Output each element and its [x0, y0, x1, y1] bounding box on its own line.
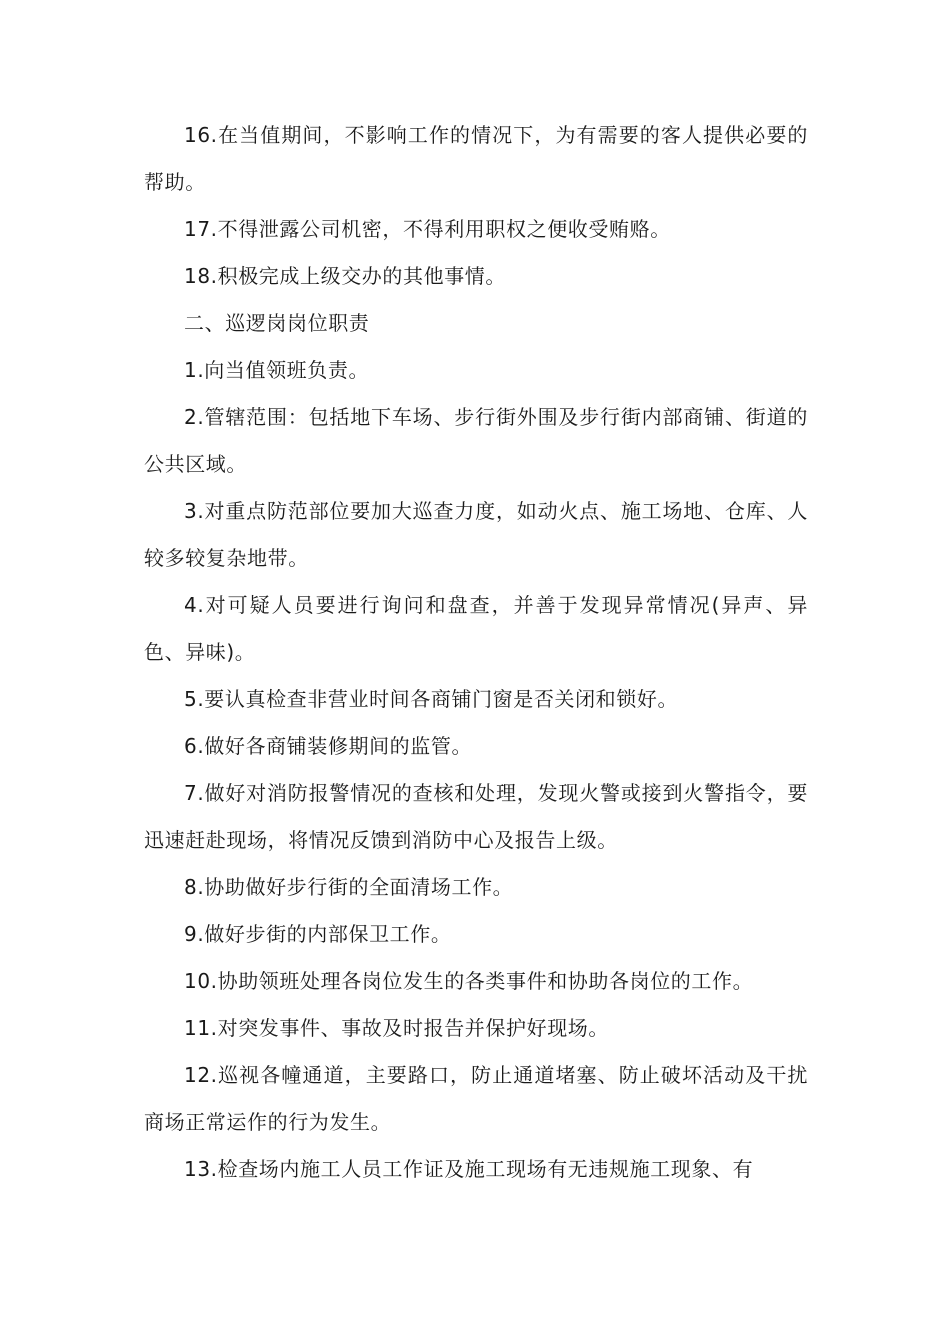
section-heading: 二、巡逻岗岗位职责 — [184, 311, 370, 335]
paragraph-13: 13.检查场内施工人员工作证及施工现场有无违规施工现象、有 — [184, 1157, 754, 1181]
paragraph-5: 5.要认真检查非营业时间各商铺门窗是否关闭和锁好。 — [184, 687, 679, 711]
paragraph-6: 6.做好各商铺装修期间的监管。 — [184, 734, 473, 758]
document-body — [144, 112, 808, 1193]
paragraph-17: 17.不得泄露公司机密，不得利用职权之便收受贿赂。 — [184, 217, 671, 241]
paragraph-16: 16.在当值期间，不影响工作的情况下，为有需要的客人提供必要的帮助。 — [144, 123, 808, 194]
paragraph-8: 8.协助做好步行街的全面清场工作。 — [184, 875, 514, 899]
paragraph-10: 10.协助领班处理各岗位发生的各类事件和协助各岗位的工作。 — [184, 969, 754, 993]
paragraph-18: 18.积极完成上级交办的其他事情。 — [184, 264, 507, 288]
paragraph-11: 11.对突发事件、事故及时报告并保护好现场。 — [184, 1016, 610, 1040]
paragraph-3: 3.对重点防范部位要加大巡查力度，如动火点、施工场地、仓库、人较多较复杂地带。 — [144, 499, 808, 570]
paragraph-1: 1.向当值领班负责。 — [184, 358, 370, 382]
paragraph-4: 4.对可疑人员要进行询问和盘查，并善于发现异常情况(异声、异色、异味)。 — [144, 593, 808, 664]
paragraph-9: 9.做好步街的内部保卫工作。 — [184, 922, 452, 946]
paragraph-7: 7.做好对消防报警情况的查核和处理，发现火警或接到火警指令，要迅速赶赴现场，将情况反馈到消防中心及报告上级。 — [144, 781, 808, 852]
paragraph-12: 12.巡视各幢通道，主要路口，防止通道堵塞、防止破坏活动及干扰商场正常运作的行为发生。 — [144, 1063, 808, 1134]
paragraph-2: 2.管辖范围：包括地下车场、步行街外围及步行街内部商铺、街道的公共区域。 — [144, 405, 808, 476]
